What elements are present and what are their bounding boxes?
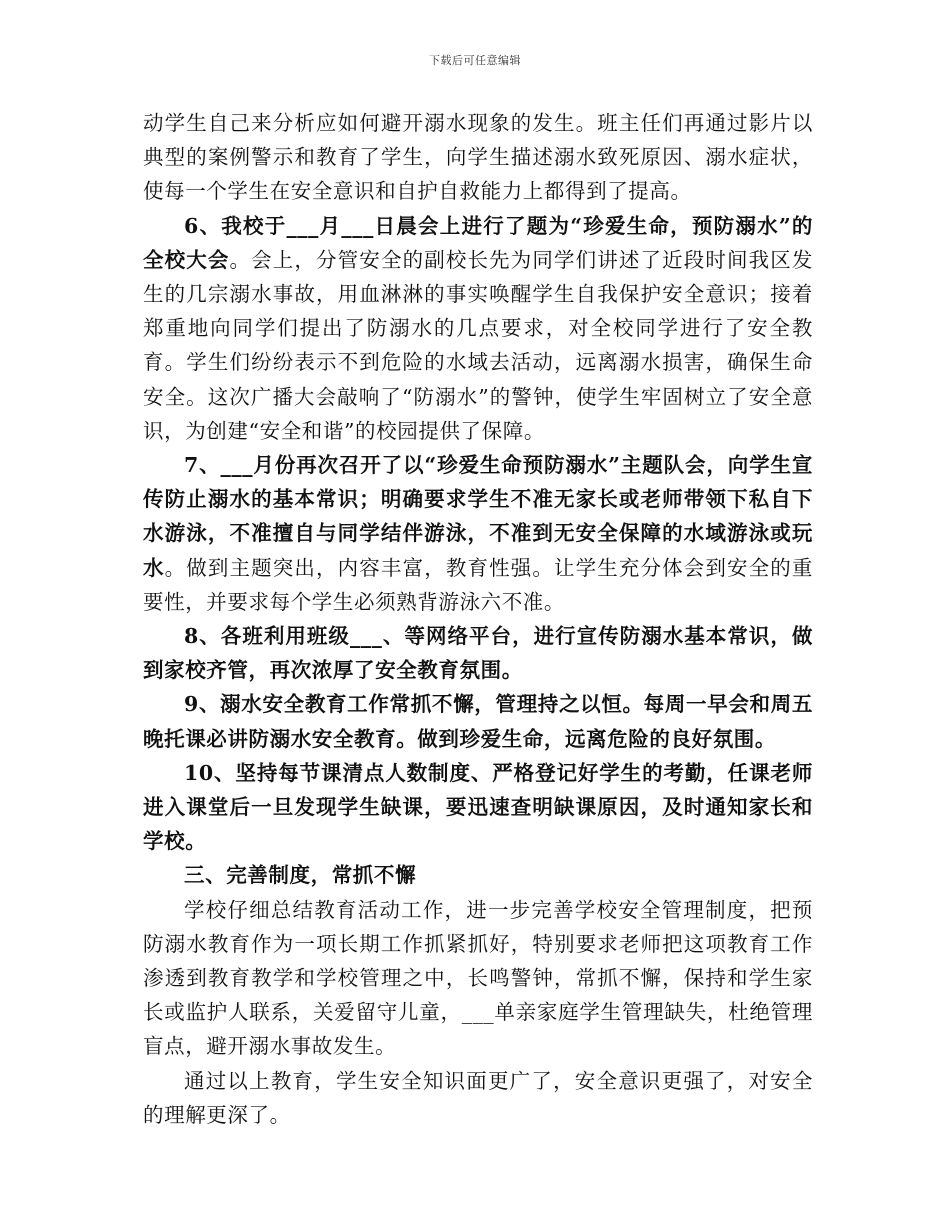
item-7-bold-text: 7、___月份再次召开了以“珍爱生命预防溺水”主题队会，向学生宣传防止溺水的基本常识；明确要求学生不准无家长或老师带领下私自下水游泳，不准擅自与同学结伴游泳，不准到无安全保障的水域游泳或玩水 [143,453,813,580]
section-heading-3: 三、完善制度，常抓不懈 [184,863,417,888]
paragraph-continuation: 动学生自己来分析应如何避开溺水现象的发生。班主任们再通过影片以典型的案例警示和教育了学生，向学生描述溺水致死原因、溺水症状，使每一个学生在安全意识和自护自救能力上都得到了提高。 [143,111,813,204]
paragraph-item-7 [143,448,813,619]
paragraph-conclusion: 通过以上教育，学生安全知识面更广了，安全意识更强了，对安全的理解更深了。 [143,1068,813,1127]
document-body [143,106,813,1132]
item-7-body-text: 。做到主题突出，内容丰富，教育性强。让学生充分体会到安全的重要性，并要求每个学生必须熟背游泳六不准。 [143,555,813,614]
paragraph-item-8: 8、各班利用班级___、等网络平台，进行宣传防溺水基本常识，做到家校齐管，再次浓厚了安全教育氛围。 [143,624,813,683]
paragraph-item-9: 9、溺水安全教育工作常抓不懈，管理持之以恒。每周一早会和周五晚托课必讲防溺水安全教育。做到珍爱生命，远离危险的良好氛围。 [143,692,813,751]
paragraph-item-10: 10、坚持每节课清点人数制度、严格登记好学生的考勤，任课老师进入课堂后一旦发现学生缺课，要迅速查明缺课原因，及时通知家长和学校。 [143,760,813,854]
item-6-bold-text: 6、我校于___月___日晨会上进行了题为“珍爱生命，预防溺水”的全校大会 [143,213,813,272]
page-header: 下载后可任意编辑 [429,54,521,67]
paragraph-item-6 [143,209,813,448]
paragraph-section-3-body: 学校仔细总结教育活动工作，进一步完善学校安全管理制度，把预防溺水教育作为一项长期工作抓紧抓好，特别要求老师把这项教育工作渗透到教育教学和学校管理之中，长鸣警钟，常抓不懈，保持和学生家长或监护人联系，关爱留守儿童，___单亲家庭学生管理缺失，杜绝管理盲点，避开溺水事故发生。 [143,897,813,1059]
item-6-body-text: 。会上，分管安全的副校长先为同学们讲述了近段时间我区发生的几宗溺水事故，用血淋淋的事实唤醒学生自我保护安全意识；接着郑重地向同学们提出了防溺水的几点要求，对全校同学进行了安全教育。学生们纷纷表示不到危险的水域去活动，远离溺水损害，确保生命安全。这次广播大会敲响了“防溺水”的警钟，使学生牢固树立了安全意识，为创建“安全和谐”的校园提供了保障。 [143,247,814,443]
